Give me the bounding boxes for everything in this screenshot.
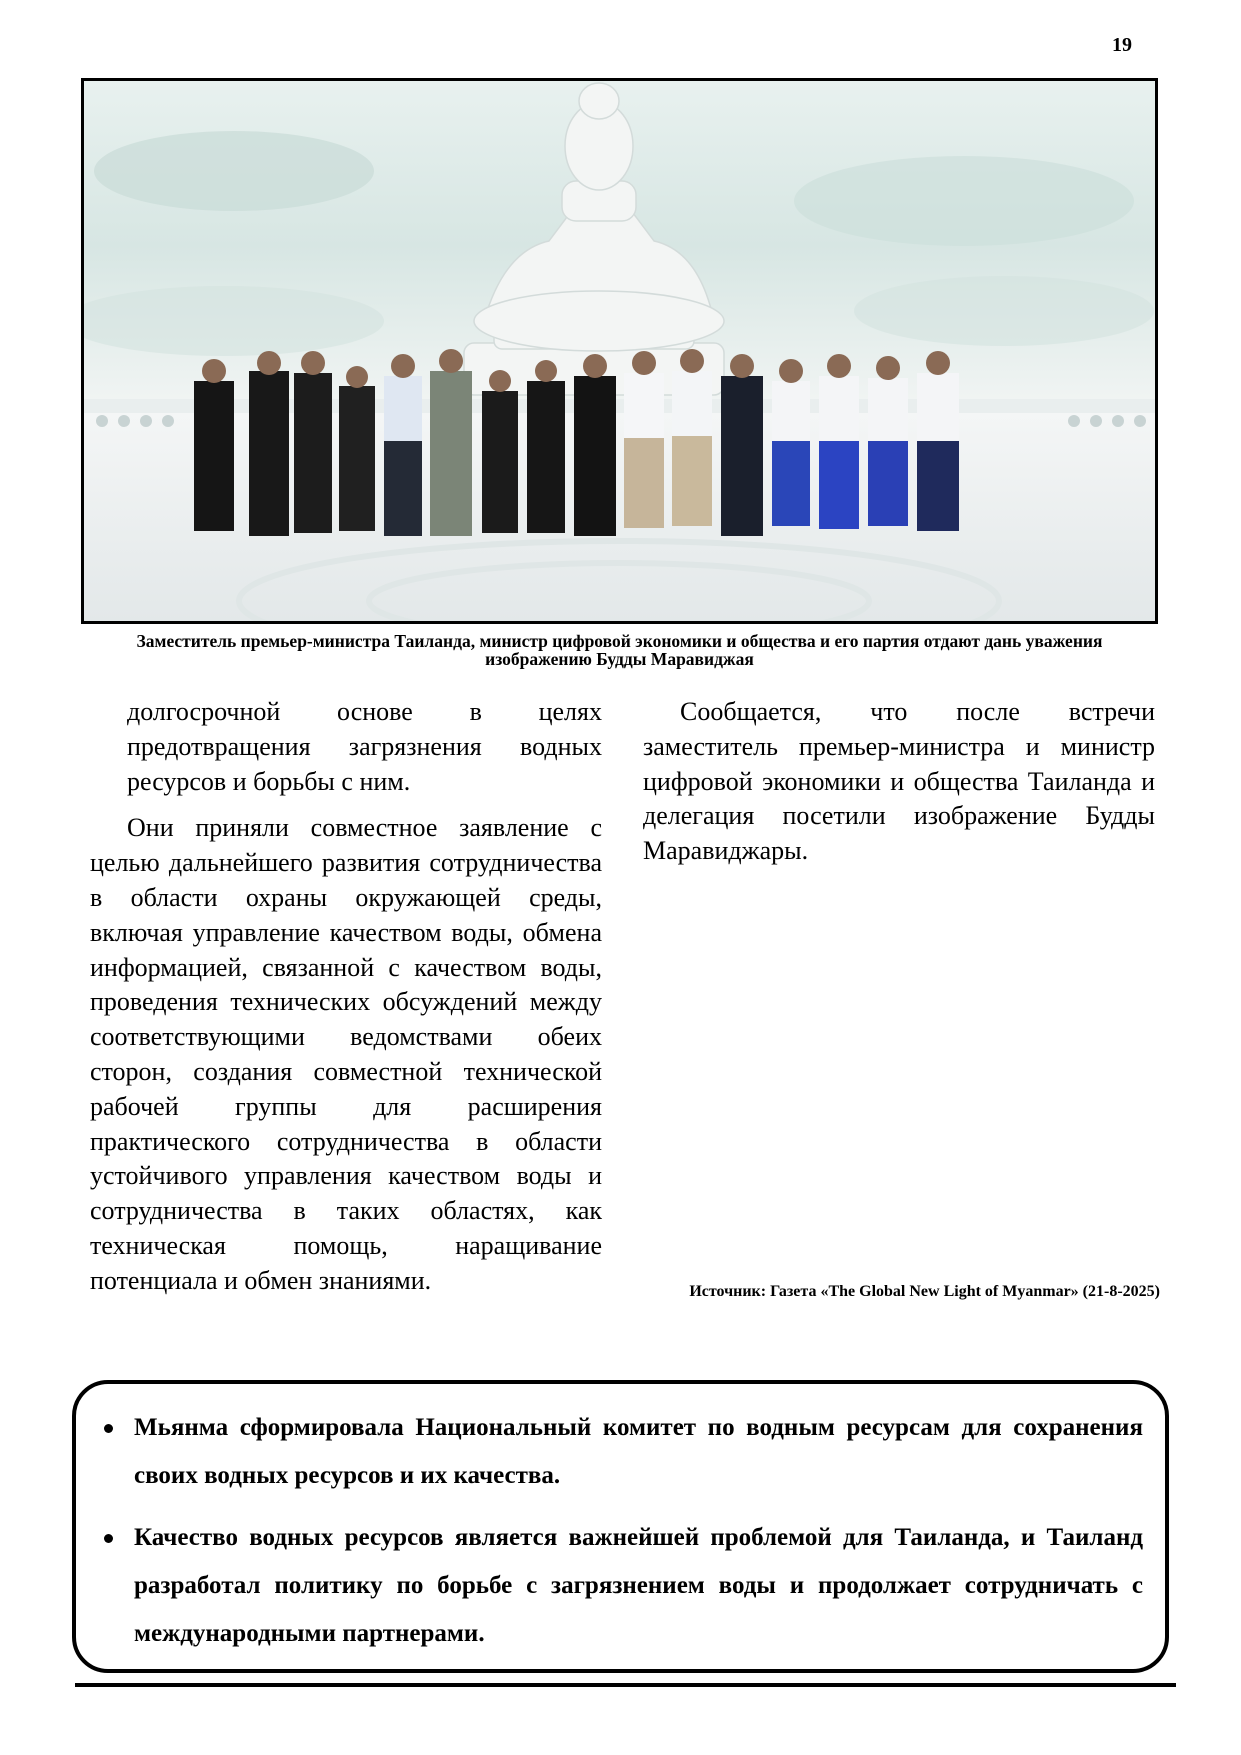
summary-list [76,1384,1165,1658]
page-number: 19 [1112,34,1132,56]
summary-box [72,1380,1169,1673]
photo-caption: Заместитель премьер-министра Таиланда, министр цифровой экономики и общества и его партия отдают дань уважения изображению Будды Маравиджая [136,631,1103,669]
summary-item-text: Мьянма сформировала Национальный комитет по водным ресурсам для сохранения своих водных ресурсов и их качества. [134,1414,1143,1489]
article-paragraph: Сообщается, что после встречи заместитель премьер-министра и министр цифровой экономики и общества Таиланда и делегация посетили изображение Будды Маравиджары. [643,697,1155,866]
article-paragraph: долгосрочной основе в целях предотвращения загрязнения водных ресурсов и борьбы с ним. [127,697,602,796]
article-left-column [90,695,602,1299]
bullet-icon [104,1534,113,1543]
news-photo [81,78,1158,624]
summary-item [94,1404,1143,1500]
bullet-icon [104,1424,113,1433]
footer-divider [75,1683,1176,1687]
source-citation: Источник: Газета «The Global New Light of Myanmar» (21-8-2025) [689,1283,1160,1300]
article-right-column [643,695,1155,869]
article-paragraph: Они приняли совместное заявление с целью дальнейшего развития сотрудничества в области охраны окружающей среды, включая управление качеством воды, обмена информацией, связанной с качеством воды, проведения технических обсуждений между соответствующими ведомствами обеих сторон, создания совместной технической рабочей группы для расширения практического сотрудничества в области устойчивого управления качеством воды и сотрудничества в таких областях, как техническая помощь, наращивание потенциала и обмен знаниями. [90,813,602,1295]
summary-item-text: Качество водных ресурсов является важнейшей проблемой для Таиланда, и Таиланд разработал политику по борьбе с загрязнением воды и продолжает сотрудничать с международными партнерами. [134,1524,1143,1647]
summary-item [94,1514,1143,1658]
